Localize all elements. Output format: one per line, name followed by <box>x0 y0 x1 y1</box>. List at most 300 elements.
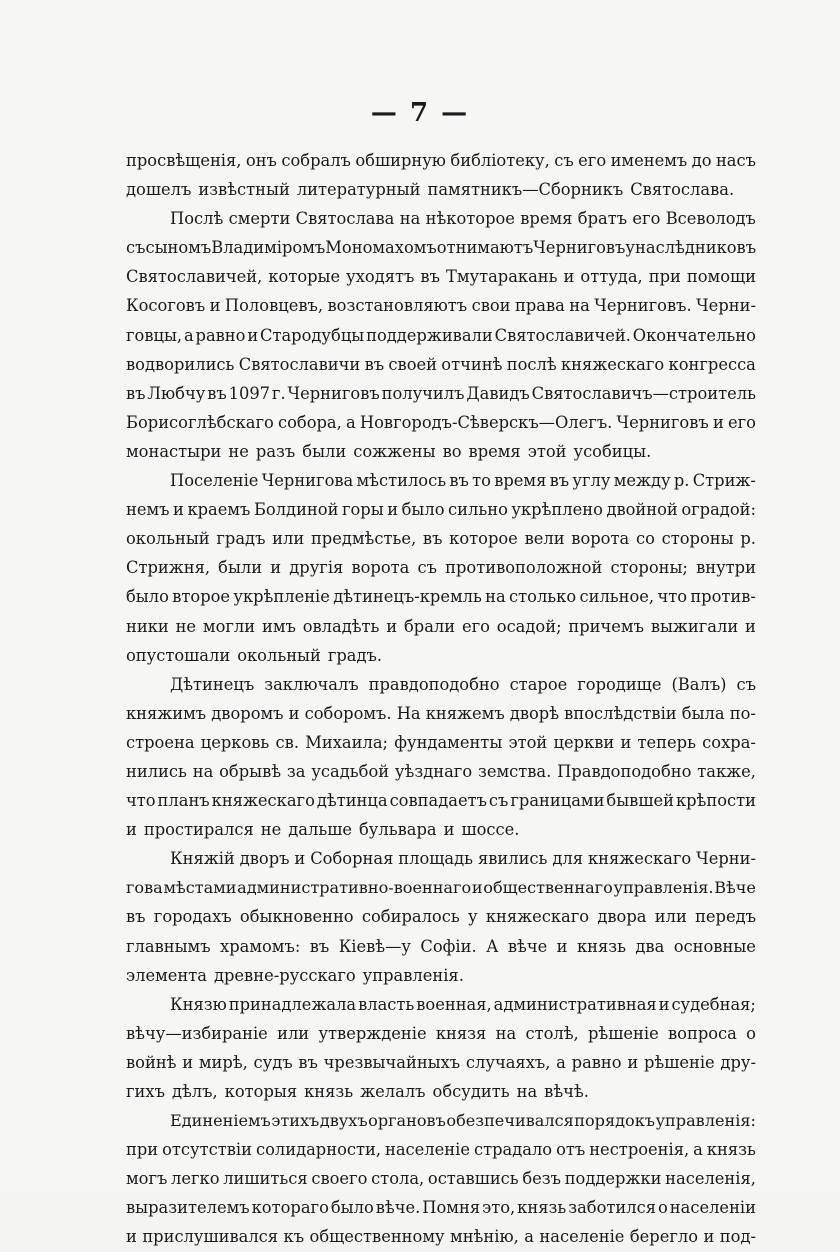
word: или <box>277 1023 310 1043</box>
word: собралъ <box>281 151 351 170</box>
text-line <box>126 1019 756 1048</box>
word: въ <box>364 354 385 374</box>
word: и <box>126 1227 137 1247</box>
word: другія <box>289 558 344 578</box>
text-line <box>126 466 756 495</box>
word: и <box>745 616 756 636</box>
word: берегло <box>629 1227 699 1247</box>
word: Чернигова <box>261 471 354 491</box>
word: онъ <box>245 151 277 170</box>
text-line <box>126 233 756 262</box>
word: вѣче. <box>375 1198 421 1218</box>
word: уходятъ <box>346 267 415 287</box>
word: библіотеку, <box>450 151 550 170</box>
word: заботился <box>568 1198 656 1218</box>
word: была <box>681 703 725 723</box>
word: мирѣ, <box>198 1052 248 1072</box>
word: Софіи. <box>420 936 477 956</box>
body-text <box>126 146 756 1252</box>
word: княжескаго <box>211 791 315 811</box>
text-line <box>126 379 756 408</box>
word: опустошали <box>126 645 231 665</box>
word: судебная; <box>671 994 756 1014</box>
text-line <box>126 873 756 902</box>
word: именемъ <box>610 151 688 170</box>
word: мнѣнію, <box>450 1227 519 1247</box>
word: главнымъ <box>126 936 211 956</box>
word: принадлежала <box>228 994 357 1014</box>
word: дошелъ <box>126 180 192 200</box>
word: впослѣдствіи <box>564 703 677 723</box>
word: а <box>556 1052 566 1072</box>
word: теперь <box>637 732 696 752</box>
word: дѣтинецъ-кремль <box>333 587 482 607</box>
word: усадьбой <box>311 761 390 781</box>
word: чрезвычайныхъ <box>323 1052 461 1072</box>
word: Стрижня, <box>126 558 211 578</box>
word: въ <box>207 383 227 403</box>
word: солидарности, <box>255 1140 382 1160</box>
text-line <box>126 495 756 524</box>
word: строена <box>126 732 195 752</box>
word: которые <box>268 267 341 287</box>
word: осадой; <box>496 616 562 636</box>
word: Соборная <box>310 849 394 869</box>
word: равно <box>571 1052 622 1072</box>
word: у <box>467 907 478 927</box>
word: Михаила; <box>305 732 389 752</box>
text-line <box>126 786 756 815</box>
text-line <box>126 291 756 320</box>
text-line <box>126 1106 756 1135</box>
word: оттуда, <box>580 267 643 287</box>
word: его <box>727 412 756 432</box>
word: рѣшеніе <box>643 1052 715 1072</box>
word: явились <box>477 849 548 869</box>
word: въ <box>126 383 146 403</box>
word: Давидъ <box>466 383 530 403</box>
word: Черни- <box>696 849 756 869</box>
word: стороны <box>661 529 734 549</box>
word: населенія, <box>665 1169 756 1189</box>
word: оставшись <box>427 1169 519 1189</box>
word: гихъ <box>126 1082 165 1101</box>
text-line <box>126 582 756 611</box>
word: не <box>175 616 197 636</box>
word: стороны; <box>610 558 688 578</box>
word: этихъ <box>271 1111 320 1131</box>
word: древне-русскаго <box>213 965 356 985</box>
word: мѣстилось <box>356 471 447 491</box>
word: Любчу <box>147 383 206 403</box>
word: дальше <box>288 820 352 840</box>
text-line <box>126 670 756 699</box>
word: стола, <box>371 1169 425 1189</box>
page-number: — 7 — <box>370 98 470 128</box>
word: и <box>556 936 568 956</box>
word: шоссе. <box>461 820 520 840</box>
word: дворомъ <box>211 703 284 723</box>
text-line <box>126 699 756 728</box>
word: Кіевѣ—у <box>338 936 411 956</box>
word: столѣ, <box>525 1023 579 1043</box>
word: а <box>183 325 194 345</box>
word: ворота <box>571 529 630 549</box>
word: его <box>578 151 607 170</box>
word: случаяхъ, <box>465 1052 551 1072</box>
word: и <box>658 994 670 1014</box>
word: Болдиной <box>253 500 339 520</box>
word: градъ <box>216 529 266 549</box>
word: а <box>693 1140 703 1160</box>
word: и <box>387 500 399 520</box>
word: р. <box>740 529 756 549</box>
word: при <box>126 1140 159 1160</box>
word: и <box>620 732 632 752</box>
word: населеніи <box>669 1198 756 1218</box>
word: время <box>520 209 573 229</box>
word: противоположной <box>445 558 603 578</box>
word: желалъ <box>360 1082 426 1101</box>
word: литературный <box>296 180 421 200</box>
text-line <box>126 815 756 844</box>
text-line <box>126 844 756 873</box>
word: Борисоглѣбскаго <box>126 412 274 432</box>
word: общественному <box>309 1227 445 1247</box>
word: въ <box>422 529 443 549</box>
word: къ <box>283 1227 305 1247</box>
word: и <box>563 267 575 287</box>
word: на <box>516 1082 538 1101</box>
text-line <box>126 408 756 437</box>
word: было <box>126 587 169 607</box>
word: укрѣплено <box>511 500 603 520</box>
word: не <box>228 441 249 461</box>
word: Единеніемъ <box>170 1111 271 1131</box>
word: уѣзднаго <box>394 761 473 781</box>
word: городище <box>577 674 662 694</box>
word: памятникъ—Сборникъ <box>427 180 624 200</box>
word: окольный <box>237 645 321 665</box>
word: получилъ <box>381 383 465 403</box>
word: князь <box>706 1140 756 1160</box>
word: Всеволодъ <box>665 209 756 229</box>
word: которыя <box>224 1082 298 1101</box>
text-line <box>126 961 756 990</box>
word: управленія. <box>613 878 714 898</box>
word: и <box>627 1052 639 1072</box>
text-line <box>126 932 756 961</box>
text-line <box>126 204 756 233</box>
word: заключалъ <box>264 674 359 694</box>
text-line <box>126 728 756 757</box>
word: то <box>472 471 491 491</box>
word: Святославичей, <box>126 267 263 287</box>
word: отчинѣ <box>441 354 503 374</box>
word: храмомъ: <box>220 936 301 956</box>
word: возстановляютъ <box>327 296 468 316</box>
word: Черни- <box>696 296 756 316</box>
word: причемъ <box>568 616 644 636</box>
word: св. <box>275 732 299 752</box>
word: дворъ <box>239 849 290 869</box>
word: между <box>613 471 671 491</box>
word: фундаменты <box>394 732 503 752</box>
word: для <box>552 849 583 869</box>
word: Дѣтинецъ <box>170 674 255 694</box>
word: (Валъ) <box>671 674 727 694</box>
word: гова <box>126 878 163 898</box>
word: бывшей <box>606 791 674 811</box>
word: безъ <box>522 1169 562 1189</box>
word: 1097 <box>228 383 271 403</box>
word: на <box>192 761 214 781</box>
word: во <box>442 441 462 461</box>
word: сильное, <box>579 587 655 607</box>
word: и <box>386 616 398 636</box>
word: передъ <box>695 907 756 927</box>
word: Тмутаракань <box>445 267 558 287</box>
word: говцы, <box>126 325 183 345</box>
word: А <box>486 936 499 956</box>
word: военная, <box>416 994 492 1014</box>
word: и <box>247 325 259 345</box>
word: Святослава <box>295 209 395 229</box>
word: органовъ <box>368 1111 446 1131</box>
word: правдоподобно <box>368 674 500 694</box>
word: под- <box>719 1227 756 1247</box>
word: Княжій <box>170 849 235 869</box>
word: князь <box>576 936 626 956</box>
word: просвѣщенія, <box>126 151 242 170</box>
word: нестроенія, <box>589 1140 690 1160</box>
word: административная <box>493 994 657 1014</box>
text-line <box>126 1077 756 1106</box>
word: или <box>272 529 305 549</box>
word: обширную <box>355 151 446 170</box>
word: и <box>288 703 300 723</box>
word: князь <box>304 1082 354 1101</box>
word: этой <box>508 732 548 752</box>
word: углу <box>572 471 611 491</box>
word: границами <box>510 791 605 811</box>
word: городахъ <box>153 907 232 927</box>
word: наслѣдниковъ <box>635 238 756 258</box>
word: княжемъ <box>425 703 505 723</box>
word: сыномъ <box>145 238 212 258</box>
word: дѣтинца <box>316 791 388 811</box>
word: до <box>691 151 712 170</box>
text-line <box>126 612 756 641</box>
word: обезпечивался <box>446 1111 574 1131</box>
word: водворились <box>126 354 235 374</box>
word: На <box>396 703 421 723</box>
word: а <box>346 412 356 432</box>
word: его <box>461 616 490 636</box>
word: со <box>635 529 655 549</box>
word: дворѣ <box>509 703 560 723</box>
word: населеніе <box>539 1227 625 1247</box>
word: разъ <box>255 441 296 461</box>
word: Правдоподобно <box>557 761 692 781</box>
word: ники <box>126 616 169 636</box>
word: княжескаго <box>587 849 692 869</box>
text-line <box>126 553 756 582</box>
word: земства. <box>477 761 552 781</box>
word: права <box>514 296 565 316</box>
word: съ <box>417 558 437 578</box>
word: нѣкоторое <box>425 209 515 229</box>
text-line <box>126 437 756 466</box>
word: внутри <box>696 558 756 578</box>
word: помощи <box>686 267 756 287</box>
word: и <box>471 878 483 898</box>
word: княжимъ <box>126 703 207 723</box>
word: и <box>443 820 455 840</box>
word: время <box>494 471 547 491</box>
word: овладѣть <box>302 616 380 636</box>
word: и <box>712 412 724 432</box>
word: Косоговъ <box>126 296 206 316</box>
word: порядокъ <box>574 1111 656 1131</box>
word: что <box>126 791 156 811</box>
word: Черниговъ <box>533 238 626 258</box>
word: Поселеніе <box>170 471 259 491</box>
word: второе <box>172 587 231 607</box>
word: соборомъ. <box>304 703 392 723</box>
word: простирался <box>143 820 254 840</box>
word: вѣчѣ. <box>544 1082 589 1101</box>
word: двора <box>597 907 647 927</box>
word: дру- <box>720 1052 756 1072</box>
word: извѣстный <box>198 180 290 200</box>
word: братъ <box>577 209 628 229</box>
word: Князю <box>170 994 227 1014</box>
word: могли <box>202 616 256 636</box>
word: въ <box>449 471 469 491</box>
word: на <box>495 1023 517 1043</box>
word: обрывѣ <box>219 761 282 781</box>
word: обыкновенно <box>239 907 354 927</box>
word: и <box>126 820 137 840</box>
word: и <box>270 558 282 578</box>
word: по- <box>729 703 756 723</box>
word: г. <box>271 383 286 403</box>
text-line <box>126 350 756 379</box>
word: имъ <box>261 616 296 636</box>
word: на <box>569 296 590 316</box>
text-line <box>126 641 756 670</box>
text-line <box>126 1048 756 1077</box>
word: княжескаго <box>560 354 665 374</box>
word: о <box>657 1198 668 1218</box>
word: выжигали <box>650 616 739 636</box>
word: мѣстами <box>163 878 237 898</box>
word: горы <box>341 500 384 520</box>
word: могъ <box>126 1169 168 1189</box>
word: общественнаго <box>483 878 613 898</box>
word: въ <box>298 1052 318 1072</box>
word: вѣчу—избираніе <box>126 1023 268 1043</box>
word: котораго <box>251 1198 329 1218</box>
word: населеніе <box>385 1140 470 1160</box>
word: о <box>746 1023 756 1043</box>
word: были <box>302 441 347 461</box>
word: укрѣпленіе <box>233 587 330 607</box>
word: Вѣче <box>714 878 756 898</box>
word: съ <box>126 238 146 258</box>
word: въ <box>549 471 570 491</box>
text-line <box>126 321 756 350</box>
word: брали <box>403 616 456 636</box>
word: въ <box>309 936 330 956</box>
word: Послѣ <box>170 209 224 229</box>
word: выразителемъ <box>126 1198 250 1218</box>
word: своего <box>311 1169 368 1189</box>
word: конгресса <box>668 354 756 374</box>
word: послѣ <box>506 354 557 374</box>
word: окольный <box>126 529 210 549</box>
word: князя <box>435 1023 487 1043</box>
word: время <box>468 441 521 461</box>
word: предмѣстье, <box>310 529 417 549</box>
word: два <box>635 936 665 956</box>
word: княжескаго <box>485 907 590 927</box>
word: вели <box>524 529 565 549</box>
word: поддержки <box>564 1169 662 1189</box>
word: и <box>703 1227 715 1247</box>
word: съ <box>488 791 509 811</box>
word: было <box>330 1198 374 1218</box>
word: у <box>625 238 636 258</box>
word: своей <box>388 354 437 374</box>
word: Стриж- <box>692 471 756 491</box>
word: нились <box>126 761 187 781</box>
word: Черниговъ <box>287 383 380 403</box>
word: Помня <box>422 1198 481 1218</box>
text-line <box>126 1135 756 1164</box>
word: ворота <box>351 558 410 578</box>
word: бульвара <box>359 820 437 840</box>
word: это, <box>482 1198 516 1218</box>
word: сильно <box>448 500 508 520</box>
word: при <box>648 267 681 287</box>
word: не <box>260 820 282 840</box>
word: старое <box>509 674 568 694</box>
word: Новгородъ-Сѣверскъ—Олегъ. <box>359 412 613 432</box>
word: отнимаютъ <box>436 238 534 258</box>
word: съ <box>736 674 756 694</box>
word: Стародубцы <box>260 325 365 345</box>
word: съ <box>554 151 574 170</box>
word: градъ. <box>327 645 383 665</box>
word: краемъ <box>187 500 251 520</box>
word: административно-военнаго <box>237 878 472 898</box>
word: оградой: <box>681 500 756 520</box>
word: планъ <box>157 791 210 811</box>
word: власть <box>358 994 415 1014</box>
word: поддерживали <box>366 325 493 345</box>
word: Святославичи <box>238 354 361 374</box>
word: собора, <box>277 412 342 432</box>
word: Святослава. <box>630 180 735 200</box>
word: двухъ <box>319 1111 368 1131</box>
word: элемента <box>126 965 207 985</box>
word: и <box>209 296 221 316</box>
word: основные <box>673 936 756 956</box>
word: Половцевъ, <box>224 296 324 316</box>
word: крѣпости <box>675 791 756 811</box>
